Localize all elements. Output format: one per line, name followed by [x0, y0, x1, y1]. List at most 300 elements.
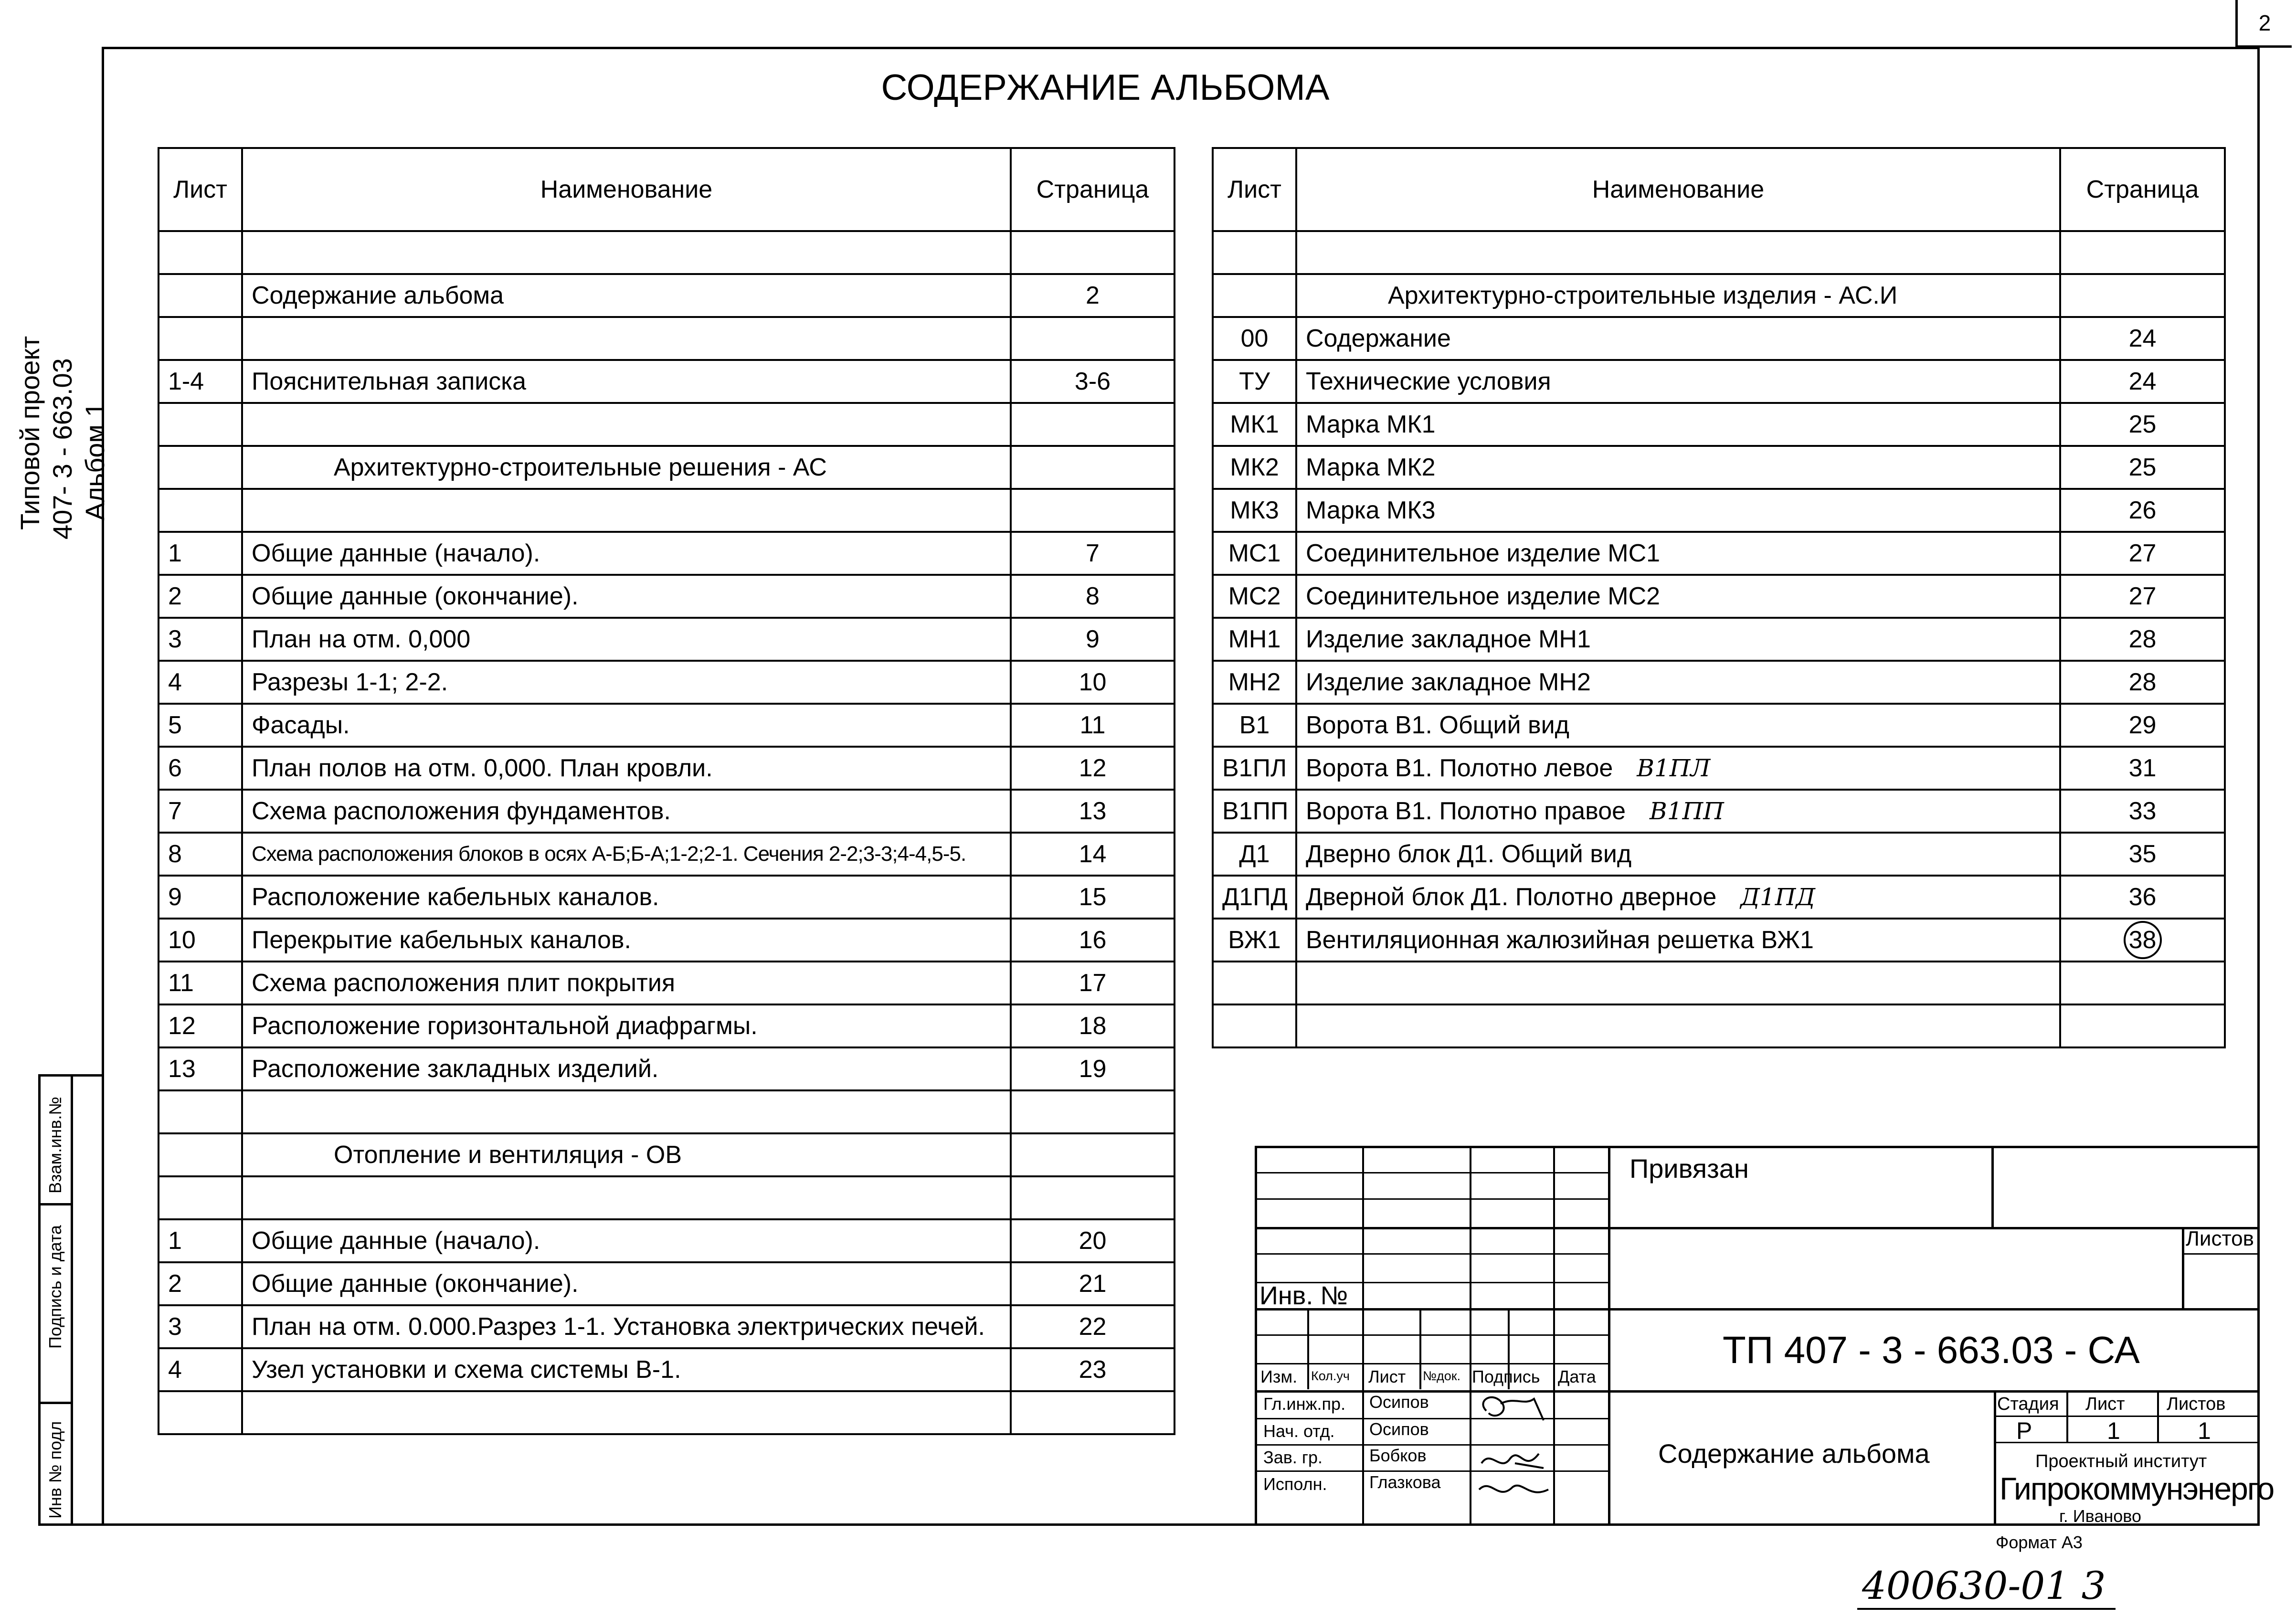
row-list: 1-4 — [159, 360, 242, 403]
org-name: Гипрокоммунэнерго — [2000, 1471, 2274, 1506]
row-page — [1011, 618, 1174, 661]
row-list: 3 — [159, 618, 242, 661]
row-list — [159, 1176, 242, 1219]
page-number-value: 28 — [2128, 625, 2157, 653]
row-name — [1296, 747, 2060, 790]
row-page — [1011, 1348, 1174, 1391]
row-page — [1011, 317, 1174, 360]
page-number-value: 31 — [2128, 754, 2157, 782]
header-page: Страница — [2060, 148, 2225, 231]
row-name — [1296, 446, 2060, 489]
row-name-text: Содержание — [1306, 325, 1451, 352]
row-page — [1011, 704, 1174, 747]
row-page — [1011, 489, 1174, 532]
row-page — [2060, 489, 2225, 532]
row-page — [1011, 1305, 1174, 1348]
row-page — [1011, 532, 1174, 575]
page-number-value: 10 — [1079, 668, 1107, 696]
row-name-text: Ворота В1. Полотно левое — [1306, 754, 1613, 782]
inventory-handwritten: 400630-01 3 — [1857, 1564, 2116, 1610]
page-number-value: 24 — [2128, 325, 2157, 352]
header-name: Наименование — [242, 148, 1011, 231]
row-page — [2060, 274, 2225, 317]
row-name-text: Схема расположения фундаментов. — [252, 797, 671, 825]
table-row — [1213, 231, 2225, 274]
signatures — [1472, 1392, 1555, 1506]
row-list: 2 — [159, 1262, 242, 1305]
doc-title: Содержание альбома — [1658, 1438, 1930, 1469]
row-page — [2060, 876, 2225, 919]
table-row — [1213, 661, 2225, 704]
row-page — [1011, 403, 1174, 446]
col-data: Дата — [1558, 1367, 1596, 1386]
table-row — [159, 1219, 1174, 1262]
page-number-value: 21 — [1079, 1270, 1107, 1298]
row-list: Д1ПД — [1213, 876, 1296, 919]
row-name-text: Марка МК2 — [1306, 454, 1436, 481]
row-name — [242, 1305, 1011, 1348]
table-row — [159, 833, 1174, 876]
table-row — [159, 575, 1174, 618]
row-name — [242, 876, 1011, 919]
listov-value: 1 — [2198, 1417, 2211, 1444]
row-list: 12 — [159, 1004, 242, 1047]
row-list: МК2 — [1213, 446, 1296, 489]
side-title-line3: Альбом 1 — [80, 402, 110, 520]
table-row — [159, 618, 1174, 661]
row-list — [1213, 1004, 1296, 1047]
row-name — [1296, 231, 2060, 274]
handwritten-note: В1ПП — [1650, 797, 1724, 825]
row-page — [1011, 274, 1174, 317]
name-4: Глазкова — [1369, 1472, 1441, 1492]
row-page — [1011, 790, 1174, 833]
row-name — [1296, 661, 2060, 704]
row-name-text: Технические условия — [1306, 368, 1551, 395]
row-name — [1296, 919, 2060, 962]
row-name-text: Схема расположения блоков в осях А-Б;Б-А;1-2;2-1. Сечения 2-2;3-3;4-4,5-5. — [252, 842, 966, 866]
row-page — [1011, 1047, 1174, 1090]
row-list — [1213, 962, 1296, 1004]
table-row — [159, 919, 1174, 962]
row-list: МС2 — [1213, 575, 1296, 618]
page-number-value: 18 — [1079, 1012, 1107, 1040]
row-list: 10 — [159, 919, 242, 962]
row-list: 3 — [159, 1305, 242, 1348]
row-list: 1 — [159, 1219, 242, 1262]
row-list: 11 — [159, 962, 242, 1004]
row-name — [242, 1047, 1011, 1090]
row-name-text: Узел установки и схема системы В-1. — [252, 1356, 681, 1384]
table-row — [1213, 575, 2225, 618]
toc-table-right — [1212, 147, 2226, 1048]
row-name — [1296, 274, 2060, 317]
table-row — [159, 790, 1174, 833]
row-name-text: Марка МК3 — [1306, 497, 1436, 524]
row-name-text: Изделие закладное МН2 — [1306, 668, 1591, 696]
inv-label: Инв. № — [1259, 1281, 1348, 1310]
side-title-line1: Типовой проект — [15, 336, 45, 530]
row-name — [1296, 833, 2060, 876]
row-name — [242, 575, 1011, 618]
table-row — [159, 747, 1174, 790]
page-number: 2 — [2258, 10, 2271, 35]
row-name — [242, 704, 1011, 747]
page-number-value: 29 — [2128, 711, 2157, 739]
stadiya-label: Стадия — [1997, 1394, 2059, 1414]
row-name — [242, 661, 1011, 704]
page-number-value: 22 — [1079, 1313, 1107, 1341]
row-list — [159, 403, 242, 446]
page-number-value: 7 — [1086, 539, 1100, 567]
handwritten-note: Д1ПД — [1740, 883, 1816, 911]
table-row — [159, 1090, 1174, 1133]
row-page — [2060, 403, 2225, 446]
row-page — [1011, 1219, 1174, 1262]
table-row — [159, 962, 1174, 1004]
row-page — [1011, 1262, 1174, 1305]
row-list: МН2 — [1213, 661, 1296, 704]
role-2: Нач. отд. — [1263, 1421, 1335, 1441]
row-name-text: Общие данные (окончание). — [252, 1270, 579, 1298]
row-page — [2060, 704, 2225, 747]
role-1: Гл.инж.пр. — [1263, 1394, 1346, 1414]
row-page — [1011, 747, 1174, 790]
row-name-text: Пояснительная записка — [252, 368, 527, 395]
row-name — [242, 833, 1011, 876]
table-row — [159, 1305, 1174, 1348]
row-name — [1296, 489, 2060, 532]
row-page — [2060, 919, 2225, 962]
table-row — [159, 532, 1174, 575]
table-row — [1213, 919, 2225, 962]
row-page — [2060, 962, 2225, 1004]
table-row — [159, 1176, 1174, 1219]
row-name — [242, 489, 1011, 532]
row-page — [1011, 231, 1174, 274]
row-name-text: План полов на отм. 0,000. План кровли. — [252, 754, 713, 782]
row-page — [1011, 360, 1174, 403]
row-list: 4 — [159, 661, 242, 704]
circled-page-number: 38 — [2124, 921, 2162, 959]
row-list: 4 — [159, 1348, 242, 1391]
row-page — [2060, 833, 2225, 876]
row-name — [242, 618, 1011, 661]
row-name-text: Общие данные (начало). — [252, 539, 540, 567]
row-page — [2060, 661, 2225, 704]
row-list — [1213, 274, 1296, 317]
title-block — [1255, 1146, 2274, 1526]
table-row — [1213, 274, 2225, 317]
page-number-value: 27 — [2128, 539, 2157, 567]
table-row — [1213, 790, 2225, 833]
row-name-text: Фасады. — [252, 711, 350, 739]
row-name — [1296, 360, 2060, 403]
list-value: 1 — [2107, 1417, 2120, 1444]
row-name-text: Ворота В1. Полотно правое — [1306, 797, 1626, 825]
page-number-value: 25 — [2128, 454, 2157, 481]
col-kol: Кол.уч — [1311, 1369, 1350, 1383]
row-name-text: Расположение горизонтальной диафрагмы. — [252, 1012, 758, 1040]
row-name-text: Соединительное изделие МС1 — [1306, 539, 1661, 567]
page-number-box — [2235, 0, 2292, 48]
page-number-value: 36 — [2128, 883, 2157, 911]
row-name — [242, 790, 1011, 833]
page-number-value: 11 — [1079, 711, 1106, 739]
row-name — [242, 747, 1011, 790]
table-row — [159, 231, 1174, 274]
listov-top-label: Листов — [2186, 1227, 2254, 1250]
row-list: 00 — [1213, 317, 1296, 360]
table-row — [1213, 317, 2225, 360]
row-list: В1ПЛ — [1213, 747, 1296, 790]
header-list: Лист — [159, 148, 242, 231]
page-number-value: 24 — [2128, 368, 2157, 395]
role-3: Зав. гр. — [1263, 1448, 1323, 1467]
row-list: 5 — [159, 704, 242, 747]
row-list — [159, 317, 242, 360]
row-list: В1 — [1213, 704, 1296, 747]
row-list: ТУ — [1213, 360, 1296, 403]
table-row — [1213, 704, 2225, 747]
name-2: Осипов — [1369, 1419, 1429, 1439]
row-page — [2060, 747, 2225, 790]
row-name — [242, 1219, 1011, 1262]
row-name-text: Расположение кабельных каналов. — [252, 883, 659, 911]
row-list — [159, 1391, 242, 1434]
table-row — [159, 317, 1174, 360]
row-name-text: Расположение закладных изделий. — [252, 1055, 659, 1083]
table-row — [159, 360, 1174, 403]
page-number-value: 19 — [1079, 1055, 1107, 1083]
strip-label-podpis: Подпись и дата — [45, 1225, 65, 1349]
row-name-text: Схема расположения плит покрытия — [252, 969, 676, 997]
row-list: 2 — [159, 575, 242, 618]
page-number-value: 3-6 — [1074, 368, 1111, 395]
toc-header-row — [1213, 148, 2225, 231]
row-page — [1011, 446, 1174, 489]
side-title-line2: 407- 3 - 663.03 — [47, 358, 77, 539]
row-name-text: Отопление и вентиляция - ОВ — [334, 1141, 682, 1169]
table-row — [1213, 360, 2225, 403]
format-label: Формат А3 — [1996, 1532, 2083, 1552]
row-name-text: Архитектурно-строительные решения - АС — [334, 454, 827, 481]
row-name-text: План на отм. 0.000.Разрез 1-1. Установка электрических печей. — [252, 1313, 985, 1341]
row-name-text: Ворота В1. Общий вид — [1306, 711, 1569, 739]
row-list: В1ПП — [1213, 790, 1296, 833]
row-name — [242, 1004, 1011, 1047]
page-number-value: 35 — [2128, 840, 2157, 868]
row-page — [1011, 1391, 1174, 1434]
org-city: г. Иваново — [2059, 1506, 2142, 1526]
row-list: ВЖ1 — [1213, 919, 1296, 962]
row-name-text: Архитектурно-строительные изделия - АС.И — [1388, 282, 1898, 309]
row-list — [159, 489, 242, 532]
page-number-value: 12 — [1079, 754, 1107, 782]
table-row — [1213, 876, 2225, 919]
header-page: Страница — [1011, 148, 1174, 231]
row-page — [1011, 1176, 1174, 1219]
row-name-text: План на отм. 0,000 — [252, 625, 471, 653]
row-page — [1011, 661, 1174, 704]
row-name — [242, 1176, 1011, 1219]
row-page — [1011, 1090, 1174, 1133]
row-list: МС1 — [1213, 532, 1296, 575]
table-row — [159, 1262, 1174, 1305]
row-page — [2060, 618, 2225, 661]
row-list: 13 — [159, 1047, 242, 1090]
page-number-value: 33 — [2128, 797, 2157, 825]
table-row — [1213, 618, 2225, 661]
table-row — [159, 1348, 1174, 1391]
row-name — [242, 919, 1011, 962]
row-name — [242, 274, 1011, 317]
col-list: Лист — [1368, 1367, 1406, 1386]
strip-label-inv: Инв № подл — [45, 1421, 65, 1519]
row-name — [1296, 962, 2060, 1004]
page-number-value: 2 — [1086, 282, 1100, 309]
page-number-value: 16 — [1079, 926, 1107, 954]
row-name-text: Разрезы 1-1; 2-2. — [252, 668, 448, 696]
toc-table-left — [158, 147, 1175, 1435]
row-name-text: Общие данные (начало). — [252, 1227, 540, 1255]
table-row — [1213, 403, 2225, 446]
table-row — [159, 274, 1174, 317]
page-number-value: 14 — [1079, 840, 1107, 868]
row-name-text: Общие данные (окончание). — [252, 582, 579, 610]
strip-divider — [71, 1077, 73, 1526]
row-page — [1011, 919, 1174, 962]
row-list — [159, 1090, 242, 1133]
row-name — [1296, 618, 2060, 661]
row-name — [1296, 1004, 2060, 1047]
table-row — [159, 1047, 1174, 1090]
page-number-value: 9 — [1086, 625, 1100, 653]
row-name — [242, 962, 1011, 1004]
row-list: 9 — [159, 876, 242, 919]
table-row — [159, 1391, 1174, 1434]
row-page — [2060, 446, 2225, 489]
role-4: Исполн. — [1263, 1474, 1327, 1494]
row-name-text: Соединительное изделие МС2 — [1306, 582, 1661, 610]
col-podpis: Подпись — [1472, 1367, 1540, 1386]
row-name — [242, 360, 1011, 403]
page-number-value: 28 — [2128, 668, 2157, 696]
page-number-value: 15 — [1079, 883, 1107, 911]
row-page — [2060, 532, 2225, 575]
privyazan-label: Привязан — [1629, 1153, 1749, 1184]
table-row — [159, 661, 1174, 704]
row-name — [242, 1391, 1011, 1434]
side-project-title — [5, 320, 110, 539]
row-name — [242, 231, 1011, 274]
row-list — [159, 231, 242, 274]
table-row — [159, 446, 1174, 489]
row-name — [242, 446, 1011, 489]
handwritten-note: В1ПЛ — [1637, 754, 1711, 782]
row-page — [2060, 231, 2225, 274]
page-number-value: 17 — [1079, 969, 1107, 997]
strip-cell-inv — [41, 1404, 71, 1526]
row-name — [242, 317, 1011, 360]
row-page — [2060, 360, 2225, 403]
table-row — [159, 704, 1174, 747]
table-row — [159, 1004, 1174, 1047]
row-list: МК1 — [1213, 403, 1296, 446]
row-page — [2060, 575, 2225, 618]
table-row — [159, 489, 1174, 532]
listov-label: Листов — [2167, 1394, 2226, 1414]
table-row — [1213, 489, 2225, 532]
table-row — [1213, 1004, 2225, 1047]
row-list — [159, 1133, 242, 1176]
page-number-value: 8 — [1086, 582, 1100, 610]
row-name — [1296, 317, 2060, 360]
row-name — [1296, 532, 2060, 575]
row-name — [1296, 575, 2060, 618]
document-code: ТП 407 - 3 - 663.03 - СА — [1723, 1329, 2140, 1371]
row-list: 6 — [159, 747, 242, 790]
row-name-text: Перекрытие кабельных каналов. — [252, 926, 631, 954]
page-number-value: 27 — [2128, 582, 2157, 610]
toc-header-row — [159, 148, 1174, 231]
row-page — [1011, 575, 1174, 618]
row-list — [159, 446, 242, 489]
table-row — [1213, 747, 2225, 790]
table-row — [1213, 532, 2225, 575]
strip-label-vzam: Взам.инв.№ — [45, 1096, 65, 1194]
table-row — [159, 403, 1174, 446]
row-name-text: Изделие закладное МН1 — [1306, 625, 1591, 653]
row-name — [1296, 403, 2060, 446]
row-list: МК3 — [1213, 489, 1296, 532]
row-page — [2060, 317, 2225, 360]
strip-cell-vzam — [41, 1077, 71, 1205]
row-name — [242, 403, 1011, 446]
table-row — [159, 1133, 1174, 1176]
row-page — [1011, 876, 1174, 919]
row-list — [159, 274, 242, 317]
row-name-text: Дверно блок Д1. Общий вид — [1306, 840, 1632, 868]
row-name — [1296, 704, 2060, 747]
row-name-text: Вентиляционная жалюзийная решетка ВЖ1 — [1306, 926, 1814, 954]
table-row — [159, 876, 1174, 919]
row-name — [242, 1262, 1011, 1305]
row-page — [1011, 833, 1174, 876]
row-page — [1011, 1004, 1174, 1047]
page-title: СОДЕРЖАНИЕ АЛЬБОМА — [881, 67, 1330, 108]
stadiya-value: Р — [2016, 1417, 2032, 1444]
row-list: МН1 — [1213, 618, 1296, 661]
row-list: 1 — [159, 532, 242, 575]
table-row — [1213, 446, 2225, 489]
col-ndok: №док. — [1423, 1369, 1461, 1383]
row-page — [1011, 1133, 1174, 1176]
row-name — [242, 1090, 1011, 1133]
row-name — [242, 1348, 1011, 1391]
row-list: Д1 — [1213, 833, 1296, 876]
row-name-text: Марка МК1 — [1306, 411, 1436, 438]
org-line1: Проектный институт — [2035, 1451, 2207, 1471]
row-name — [1296, 876, 2060, 919]
row-list: 8 — [159, 833, 242, 876]
side-stamp — [38, 1074, 104, 1526]
strip-cell-podpis — [41, 1205, 71, 1404]
page-number-value: 25 — [2128, 411, 2157, 438]
name-3: Бобков — [1369, 1446, 1427, 1465]
row-name — [242, 532, 1011, 575]
row-page — [1011, 962, 1174, 1004]
